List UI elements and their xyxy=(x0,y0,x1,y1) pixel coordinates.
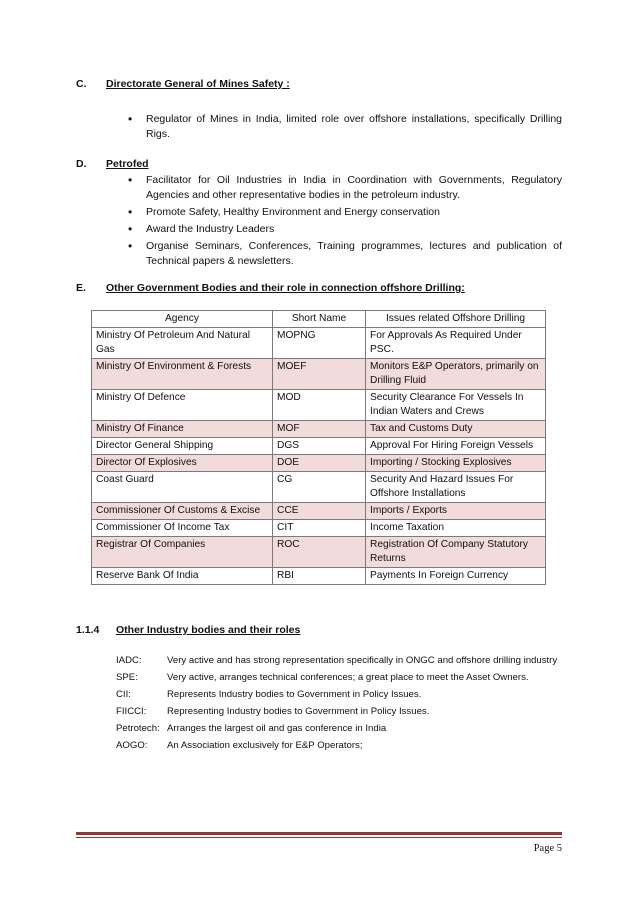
agency-cell: Commissioner Of Income Tax xyxy=(92,520,273,537)
issue-cell: Monitors E&P Operators, primarily on Drilling Fluid xyxy=(366,359,546,390)
issue-cell: Importing / Stocking Explosives xyxy=(366,455,546,472)
agencies-table xyxy=(91,310,546,585)
table-header-row xyxy=(92,311,546,328)
table-row xyxy=(92,472,546,503)
issue-cell: Security Clearance For Vessels In Indian Waters and Crews xyxy=(366,390,546,421)
section-letter: E. xyxy=(76,282,86,294)
table-row xyxy=(92,421,546,438)
table-row xyxy=(92,520,546,537)
table-row xyxy=(92,537,546,568)
page-number: Page 5 xyxy=(533,843,562,854)
issue-cell: Tax and Customs Duty xyxy=(366,421,546,438)
table-row xyxy=(92,568,546,585)
short-name-cell: MOEF xyxy=(273,359,366,390)
short-name-cell: ROC xyxy=(273,537,366,568)
body-abbreviation: Petrotech: xyxy=(116,723,160,734)
list-item xyxy=(116,671,562,684)
bullet-item: • Facilitator for Oil Industries in India in Coordination with Governments, Regulatory Agencies and other representative bodies in the petroleum industry. xyxy=(128,173,562,203)
section-letter: D. xyxy=(76,158,87,170)
list-item xyxy=(116,654,562,667)
short-name-cell: CG xyxy=(273,472,366,503)
column-header-agency: Agency xyxy=(92,311,273,328)
section-title: Other Government Bodies and their role in connection offshore Drilling: xyxy=(106,282,465,294)
table-row xyxy=(92,359,546,390)
list-item xyxy=(116,705,562,718)
short-name-cell: RBI xyxy=(273,568,366,585)
table-row xyxy=(92,503,546,520)
body-description: Represents Industry bodies to Government in Policy Issues. xyxy=(167,689,422,700)
agency-cell: Ministry Of Environment & Forests xyxy=(92,359,273,390)
section-title: Directorate General of Mines Safety : xyxy=(106,78,290,90)
body-abbreviation: IADC: xyxy=(116,655,142,666)
section-d-bullets xyxy=(128,173,562,271)
section-title: Petrofed xyxy=(106,158,149,170)
issue-cell: Approval For Hiring Foreign Vessels xyxy=(366,438,546,455)
body-abbreviation: CII: xyxy=(116,689,131,700)
body-description: Arranges the largest oil and gas conference in India xyxy=(167,723,387,734)
list-item xyxy=(116,688,562,701)
table-row xyxy=(92,438,546,455)
body-description: Representing Industry bodies to Government in Policy Issues. xyxy=(167,706,430,717)
body-description: An Association exclusively for E&P Operators; xyxy=(167,740,363,751)
issue-cell: Security And Hazard Issues For Offshore Installations xyxy=(366,472,546,503)
short-name-cell: MOD xyxy=(273,390,366,421)
column-header-short-name: Short Name xyxy=(273,311,366,328)
subsection-title: Other Industry bodies and their roles xyxy=(116,624,301,636)
list-item xyxy=(116,722,562,735)
issue-cell: Registration Of Company Statutory Returns xyxy=(366,537,546,568)
column-header-issues: Issues related Offshore Drilling xyxy=(366,311,546,328)
footer-rule-thick xyxy=(76,832,562,835)
section-c-bullets xyxy=(128,112,562,144)
bullet-item: • Organise Seminars, Conferences, Training programmes, lectures and publication of Technical papers & newsletters. xyxy=(128,239,562,269)
agency-cell: Commissioner Of Customs & Excise xyxy=(92,503,273,520)
short-name-cell: DGS xyxy=(273,438,366,455)
issue-cell: Payments In Foreign Currency xyxy=(366,568,546,585)
table-row xyxy=(92,390,546,421)
list-item xyxy=(116,739,562,752)
agency-cell: Coast Guard xyxy=(92,472,273,503)
table-row xyxy=(92,328,546,359)
agency-cell: Registrar Of Companies xyxy=(92,537,273,568)
short-name-cell: MOF xyxy=(273,421,366,438)
short-name-cell: DOE xyxy=(273,455,366,472)
agency-cell: Director Of Explosives xyxy=(92,455,273,472)
bullet-item: • Promote Safety, Healthy Environment and Energy conservation xyxy=(128,205,562,220)
body-abbreviation: AOGO: xyxy=(116,740,148,751)
table-row xyxy=(92,455,546,472)
issue-cell: For Approvals As Required Under PSC. xyxy=(366,328,546,359)
body-abbreviation: SPE: xyxy=(116,672,138,683)
agency-cell: Ministry Of Petroleum And Natural Gas xyxy=(92,328,273,359)
issue-cell: Income Taxation xyxy=(366,520,546,537)
agency-cell: Reserve Bank Of India xyxy=(92,568,273,585)
agency-cell: Ministry Of Finance xyxy=(92,421,273,438)
bullet-item: • Award the Industry Leaders xyxy=(128,222,562,237)
issue-cell: Imports / Exports xyxy=(366,503,546,520)
short-name-cell: CCE xyxy=(273,503,366,520)
short-name-cell: MOPNG xyxy=(273,328,366,359)
industry-bodies-list xyxy=(116,654,562,756)
short-name-cell: CIT xyxy=(273,520,366,537)
subsection-number: 1.1.4 xyxy=(76,624,100,636)
agency-cell: Ministry Of Defence xyxy=(92,390,273,421)
body-description: Very active and has strong representation specifically in ONGC and offshore drilling industry xyxy=(167,655,558,666)
bullet-item: • Regulator of Mines in India, limited role over offshore installations, specifically Drilling Rigs. xyxy=(128,112,562,142)
body-description: Very active, arranges technical conferences; a great place to meet the Asset Owners. xyxy=(167,672,529,683)
section-letter: C. xyxy=(76,78,87,90)
agency-cell: Director General Shipping xyxy=(92,438,273,455)
footer-rule-thin xyxy=(76,837,562,838)
body-abbreviation: FIICCI: xyxy=(116,706,147,717)
